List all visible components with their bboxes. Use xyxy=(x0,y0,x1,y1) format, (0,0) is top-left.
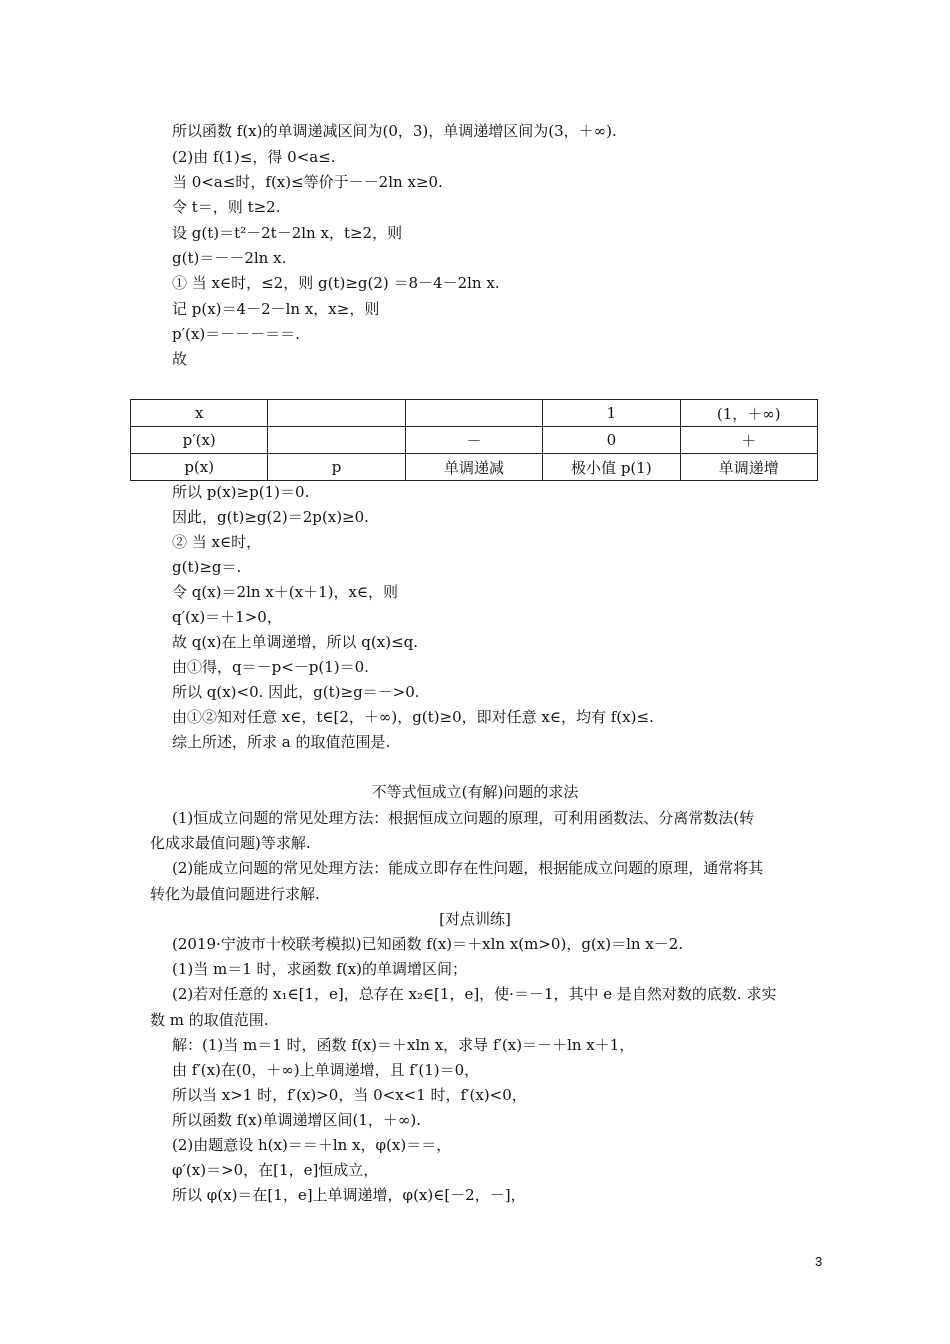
text-line: 当 0<a≤时，f(x)≤等价于－－2ln x≥0. xyxy=(172,173,443,191)
problem-line: (2019·宁波市十校联考模拟)已知函数 f(x)＝＋xln x(m>0)，g(x)＝ln x－2. xyxy=(172,935,684,953)
text-line: ② 当 x∈时， xyxy=(172,533,262,551)
text-line: 综上所述，所求 a 的取值范围是. xyxy=(172,733,391,751)
table-cell: x xyxy=(131,400,268,427)
training-title: [对点训练] xyxy=(439,910,511,928)
text-line: g(t)≥g＝. xyxy=(172,558,242,576)
table-cell: 0 xyxy=(543,427,680,454)
solution-line: 由 f′(x)在(0，＋∞)上单调递增，且 f′(1)＝0， xyxy=(172,1061,480,1079)
table-cell: ＋ xyxy=(680,427,817,454)
text-line: 由①②知对任意 x∈，t∈[2，＋∞)，g(t)≥0，即对任意 x∈，均有 f(x)≤. xyxy=(172,708,654,726)
solution-line: 解：(1)当 m＝1 时，函数 f(x)＝＋xln x，求导 f′(x)＝－＋ln x＋1， xyxy=(172,1036,635,1054)
text-line: (2)由 f(1)≤，得 0<a≤. xyxy=(172,148,336,166)
page-number: 3 xyxy=(815,1254,823,1269)
method-text: 化成求最值问题)等求解. xyxy=(150,834,311,852)
text-line: q′(x)＝＋1>0， xyxy=(172,608,282,626)
text-line: 所以 q(x)<0. 因此，g(t)≥g＝－>0. xyxy=(172,683,420,701)
table-row xyxy=(131,454,818,481)
table-cell: p′(x) xyxy=(131,427,268,454)
problem-line: (2)若对任意的 x₁∈[1，e]，总存在 x₂∈[1，e]，使·＝－1，其中 e 是自然对数的底数. 求实 xyxy=(172,985,777,1003)
table-cell: 极小值 p(1) xyxy=(543,454,680,481)
table-cell xyxy=(268,427,405,454)
table-cell: p(x) xyxy=(131,454,268,481)
table-cell xyxy=(268,400,405,427)
text-line: 设 g(t)＝t²－2t－2ln x，t≥2，则 xyxy=(172,224,403,242)
table-cell: － xyxy=(405,427,542,454)
text-line: g(t)＝－－2ln x. xyxy=(172,249,287,267)
solution-line: 所以函数 f(x)单调递增区间(1，＋∞). xyxy=(172,1111,421,1129)
solution-line: φ′(x)＝>0，在[1，e]恒成立， xyxy=(172,1161,379,1179)
table-cell: (1，＋∞) xyxy=(680,400,817,427)
method-text: (2)能成立问题的常见处理方法：能成立即存在性问题，根据能成立问题的原理，通常将其 xyxy=(172,859,764,877)
text-line: 由①得，q＝－p<－p(1)＝0. xyxy=(172,658,369,676)
table-cell: p xyxy=(268,454,405,481)
text-line: 因此，g(t)≥g(2)＝2p(x)≥0. xyxy=(172,508,369,526)
text-line: 故 q(x)在上单调递增，所以 q(x)≤q. xyxy=(172,633,419,651)
table-cell: 1 xyxy=(543,400,680,427)
solution-line: 所以当 x>1 时，f′(x)>0，当 0<x<1 时，f′(x)<0， xyxy=(172,1086,527,1104)
table-cell: 单调递减 xyxy=(405,454,542,481)
table-row xyxy=(131,427,818,454)
section-title: 不等式恒成立(有解)问题的求法 xyxy=(371,783,579,801)
table-cell xyxy=(405,400,542,427)
text-line: 令 t＝，则 t≥2. xyxy=(172,198,281,216)
text-line: 所以 p(x)≥p(1)＝0. xyxy=(172,483,310,501)
solution-line: 所以 φ(x)＝在[1，e]上单调递增，φ(x)∈[－2，－]， xyxy=(172,1186,526,1204)
method-text: (1)恒成立问题的常见处理方法：根据恒成立问题的原理，可利用函数法、分离常数法(转 xyxy=(172,809,755,827)
text-line: 记 p(x)＝4－2－ln x，x≥，则 xyxy=(172,300,380,318)
text-line: p′(x)＝－－－＝＝. xyxy=(172,325,300,343)
table-row xyxy=(131,400,818,427)
table-cell: 单调递增 xyxy=(680,454,817,481)
text-line: 故 xyxy=(172,350,188,368)
monotonicity-table xyxy=(130,399,818,481)
text-line: 所以函数 f(x)的单调递减区间为(0，3)，单调递增区间为(3，＋∞). xyxy=(172,122,617,140)
problem-line: (1)当 m＝1 时，求函数 f(x)的单调增区间； xyxy=(172,960,468,978)
problem-line: 数 m 的取值范围. xyxy=(150,1011,269,1029)
method-text: 转化为最值问题进行求解. xyxy=(150,885,320,903)
solution-line: (2)由题意设 h(x)＝＝＋ln x，φ(x)＝＝， xyxy=(172,1136,452,1154)
text-line: ① 当 x∈时，≤2，则 g(t)≥g(2) ＝8－4－2ln x. xyxy=(172,274,500,292)
text-line: 令 q(x)＝2ln x＋(x＋1)，x∈，则 xyxy=(172,583,399,601)
